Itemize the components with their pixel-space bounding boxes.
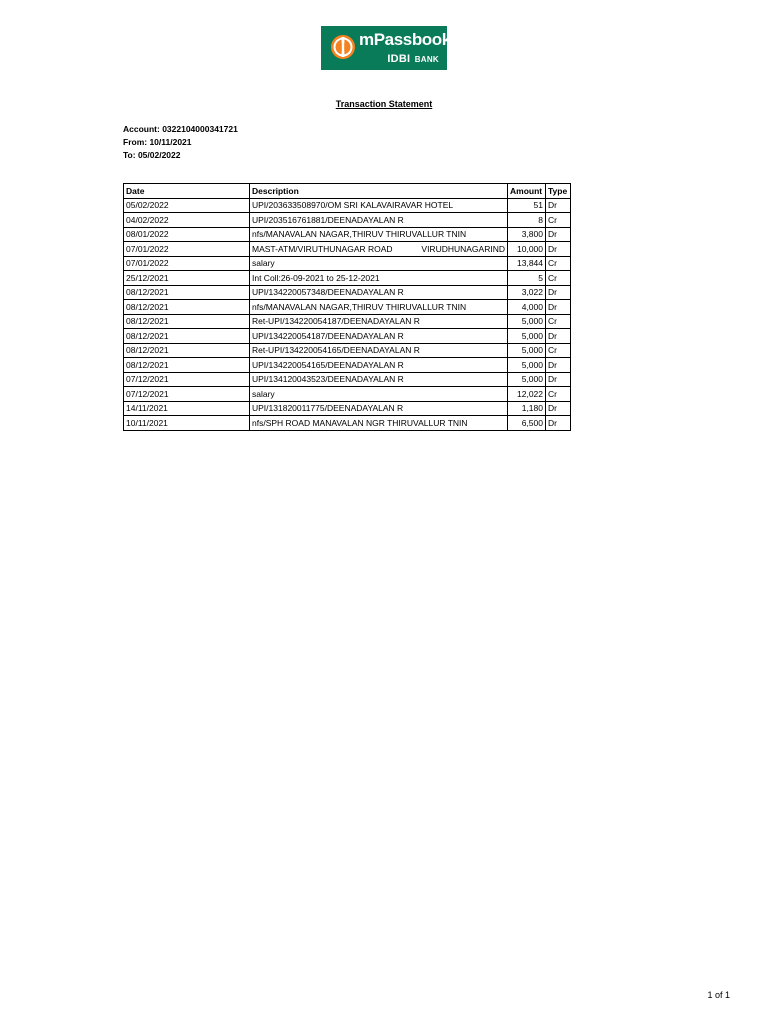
- description-text: Ret-UPI/134220054187/DEENADAYALAN R: [252, 316, 420, 327]
- cell-description: [250, 401, 508, 416]
- description-text: salary: [252, 258, 275, 269]
- date-to: To: 05/02/2022: [123, 150, 181, 160]
- table-row: [124, 300, 571, 315]
- cell-amount: 5,000: [508, 372, 546, 387]
- cell-amount: 3,800: [508, 227, 546, 242]
- cell-type: Dr: [546, 372, 571, 387]
- cell-description: [250, 227, 508, 242]
- cell-amount: 3,022: [508, 285, 546, 300]
- statement-meta: [123, 123, 238, 162]
- bank-name: [387, 51, 439, 66]
- table-row: [124, 416, 571, 431]
- column-header-amount: Amount: [508, 184, 546, 199]
- description-wrap: [252, 302, 505, 312]
- cell-date: 07/01/2022: [124, 242, 250, 257]
- cell-type: Cr: [546, 387, 571, 402]
- description-text: UPI/134220057348/DEENADAYALAN R: [252, 287, 404, 298]
- table-row: [124, 401, 571, 416]
- cell-amount: 51: [508, 198, 546, 213]
- cell-type: Dr: [546, 198, 571, 213]
- cell-amount: 5,000: [508, 329, 546, 344]
- description-wrap: [252, 287, 505, 297]
- cell-amount: 5,000: [508, 358, 546, 373]
- description-wrap: [252, 200, 505, 210]
- cell-description: [250, 387, 508, 402]
- description-wrap: [252, 418, 505, 428]
- description-text: UPI/203516761881/DEENADAYALAN R: [252, 214, 404, 225]
- description-text: nfs/MANAVALAN NAGAR,THIRUV THIRUVALLUR TNIN: [252, 301, 467, 312]
- cell-description: [250, 358, 508, 373]
- column-header-date: Date: [124, 184, 250, 199]
- cell-description: [250, 285, 508, 300]
- cell-amount: 4,000: [508, 300, 546, 315]
- description-text: UPI/203633508970/OM SRI KALAVAIRAVAR HOTEL: [252, 200, 454, 211]
- cell-description: [250, 271, 508, 286]
- description-wrap: [252, 345, 505, 355]
- description-wrap: [252, 258, 505, 268]
- cell-date: 08/12/2021: [124, 285, 250, 300]
- table-row: [124, 329, 571, 344]
- transaction-rows: [124, 198, 571, 430]
- cell-type: Dr: [546, 358, 571, 373]
- cell-type: Cr: [546, 343, 571, 358]
- description-wrap: [252, 331, 505, 341]
- cell-amount: 5,000: [508, 314, 546, 329]
- cell-date: 14/11/2021: [124, 401, 250, 416]
- cell-type: Dr: [546, 329, 571, 344]
- table-row: [124, 271, 571, 286]
- description-wrap: [252, 316, 505, 326]
- table-row: [124, 314, 571, 329]
- description-text: UPI/134220054187/DEENADAYALAN R: [252, 330, 404, 341]
- account-number: Account: 0322104000341721: [123, 124, 238, 134]
- page-number: 1 of 1: [707, 990, 730, 1000]
- description-location: VIRUDHUNAGARIND: [421, 243, 505, 254]
- description-wrap: [252, 360, 505, 370]
- cell-date: 08/12/2021: [124, 300, 250, 315]
- cell-amount: 5,000: [508, 343, 546, 358]
- cell-date: 08/01/2022: [124, 227, 250, 242]
- description-text: MAST-ATM/VIRUTHUNAGAR ROAD: [252, 243, 393, 254]
- transaction-table: [123, 183, 571, 431]
- bank-name-suffix: BANK: [414, 55, 439, 64]
- table-row: [124, 343, 571, 358]
- description-wrap: [252, 244, 505, 254]
- table-row: [124, 198, 571, 213]
- cell-date: 08/12/2021: [124, 329, 250, 344]
- cell-amount: 13,844: [508, 256, 546, 271]
- description-wrap: [252, 215, 505, 225]
- table-row: [124, 256, 571, 271]
- cell-date: 08/12/2021: [124, 314, 250, 329]
- cell-description: [250, 314, 508, 329]
- cell-type: Dr: [546, 285, 571, 300]
- description-wrap: [252, 229, 505, 239]
- table-row: [124, 285, 571, 300]
- table-row: [124, 358, 571, 373]
- cell-type: Cr: [546, 314, 571, 329]
- cell-type: Dr: [546, 300, 571, 315]
- cell-amount: 6,500: [508, 416, 546, 431]
- column-header-type: Type: [546, 184, 571, 199]
- cell-type: Cr: [546, 256, 571, 271]
- cell-date: 07/12/2021: [124, 372, 250, 387]
- cell-date: 25/12/2021: [124, 271, 250, 286]
- table-header-row: [124, 184, 571, 199]
- date-from: From: 10/11/2021: [123, 137, 192, 147]
- cell-description: [250, 198, 508, 213]
- column-header-description: Description: [250, 184, 508, 199]
- cell-type: Cr: [546, 213, 571, 228]
- cell-date: 07/12/2021: [124, 387, 250, 402]
- table-row: [124, 387, 571, 402]
- cell-description: [250, 416, 508, 431]
- cell-description: [250, 329, 508, 344]
- cell-description: [250, 242, 508, 257]
- cell-date: 05/02/2022: [124, 198, 250, 213]
- cell-description: [250, 300, 508, 315]
- cell-date: 10/11/2021: [124, 416, 250, 431]
- description-text: nfs/SPH ROAD MANAVALAN NGR THIRUVALLUR TNIN: [252, 417, 468, 428]
- description-text: salary: [252, 388, 275, 399]
- description-text: nfs/MANAVALAN NAGAR,THIRUV THIRUVALLUR TNIN: [252, 229, 467, 240]
- description-wrap: [252, 273, 505, 283]
- description-text: Ret-UPI/134220054165/DEENADAYALAN R: [252, 345, 420, 356]
- description-text: UPI/131820011775/DEENADAYALAN R: [252, 403, 404, 414]
- cell-description: [250, 372, 508, 387]
- cell-date: 08/12/2021: [124, 343, 250, 358]
- cell-type: Cr: [546, 271, 571, 286]
- cell-amount: 8: [508, 213, 546, 228]
- cell-description: [250, 213, 508, 228]
- mpassbook-logo: [321, 26, 451, 70]
- cell-date: 04/02/2022: [124, 213, 250, 228]
- cell-type: Dr: [546, 242, 571, 257]
- description-wrap: [252, 403, 505, 413]
- idbi-logo-icon: [330, 34, 356, 60]
- table-row: [124, 372, 571, 387]
- cell-type: Dr: [546, 401, 571, 416]
- description-wrap: [252, 389, 505, 399]
- description-text: UPI/134220054165/DEENADAYALAN R: [252, 359, 404, 370]
- cell-description: [250, 256, 508, 271]
- cell-type: Dr: [546, 227, 571, 242]
- description-wrap: [252, 374, 505, 384]
- cell-amount: 12,022: [508, 387, 546, 402]
- app-name: mPassbook: [359, 30, 451, 49]
- cell-date: 07/01/2022: [124, 256, 250, 271]
- cell-amount: 10,000: [508, 242, 546, 257]
- cell-type: Dr: [546, 416, 571, 431]
- table-row: [124, 227, 571, 242]
- cell-amount: 1,180: [508, 401, 546, 416]
- table-row: [124, 213, 571, 228]
- cell-date: 08/12/2021: [124, 358, 250, 373]
- description-text: Int Coll:26-09-2021 to 25-12-2021: [252, 272, 380, 283]
- description-text: UPI/134120043523/DEENADAYALAN R: [252, 374, 404, 385]
- cell-description: [250, 343, 508, 358]
- cell-amount: 5: [508, 271, 546, 286]
- table-row: [124, 242, 571, 257]
- statement-title: Transaction Statement: [335, 99, 433, 109]
- bank-name-main: IDBI: [387, 53, 411, 65]
